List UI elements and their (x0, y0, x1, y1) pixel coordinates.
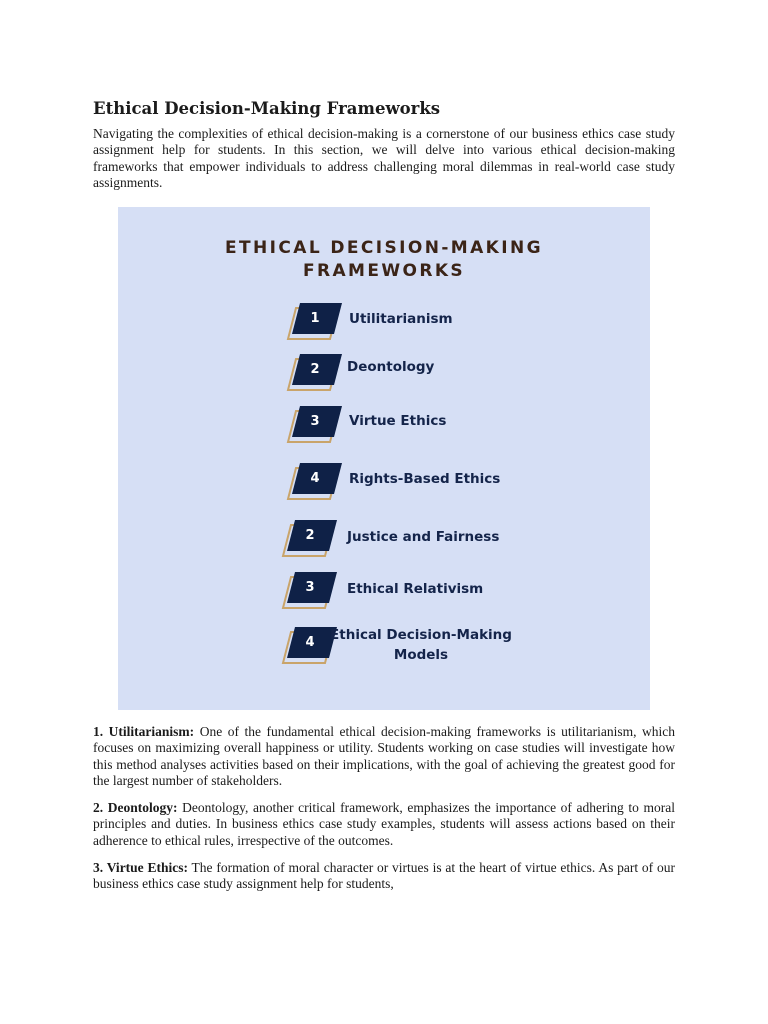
framework-label: Rights-Based Ethics (349, 471, 501, 487)
paragraph-label: 3. Virtue Ethics: (93, 860, 188, 876)
framework-label-line-2: Models (393, 647, 449, 663)
number-badge (286, 354, 340, 388)
framework-label (321, 625, 521, 665)
infographic-title (118, 237, 650, 283)
deontology-paragraph (93, 800, 675, 849)
framework-label: Deontology (347, 359, 435, 375)
paragraph-label: 2. Deontology: (93, 800, 178, 816)
number-badge (281, 520, 335, 554)
number-badge (286, 463, 340, 497)
badge-number: 2 (310, 362, 320, 377)
paragraph-label: 1. Utilitarianism: (93, 724, 195, 739)
intro-paragraph: Navigating the complexities of ethical decision-making is a cornerstone of our business ethics case study assignment help for students. In this section, we will delve into various ethical decision-making frameworks that empower individuals to address challenging moral dilemmas in real-world case study assignments. (93, 126, 675, 190)
framework-label-line-1: Ethical Decision-Making (330, 627, 512, 643)
badge-number: 4 (310, 471, 320, 486)
framework-label: Ethical Relativism (347, 581, 484, 597)
framework-label: Virtue Ethics (349, 413, 447, 429)
badge-number: 3 (310, 414, 320, 429)
infographic-title-line-1: ETHICAL DECISION-MAKING (225, 238, 543, 258)
badge-number: 4 (305, 635, 315, 650)
paragraph-text: Deontology, another critical framework, emphasizes the importance of adhering to moral principles and duties. In business ethics case study examples, students will assess actions based on their adherence to ethical rules, irrespective of the outcomes. (93, 800, 676, 848)
framework-descriptions (93, 724, 675, 904)
badge-number: 1 (310, 311, 320, 326)
badge-number: 2 (305, 528, 315, 543)
number-badge (281, 572, 335, 606)
section-heading: Ethical Decision-Making Frameworks (93, 99, 441, 118)
utilitarianism-paragraph (93, 724, 675, 789)
paragraph-text: The formation of moral character or virtues is at the heart of virtue ethics. As part of our business ethics case study assignment help for students, (93, 860, 675, 892)
framework-label: Utilitarianism (349, 311, 453, 327)
number-badge (286, 303, 340, 337)
document-page (93, 98, 675, 191)
infographic-title-line-2: FRAMEWORKS (302, 261, 466, 281)
framework-label: Justice and Fairness (347, 529, 500, 545)
paragraph-text: One of the fundamental ethical decision-making frameworks is utilitarianism, which focuses on maximizing overall happiness or utility. Students working on case studies will investigate how this method analyses activities based on their implications, with the goal of achieving the greatest good for the largest number of stakeholders. (93, 724, 675, 788)
badge-number: 3 (305, 580, 315, 595)
frameworks-infographic (118, 207, 650, 710)
number-badge (286, 406, 340, 440)
virtue-ethics-paragraph (93, 860, 675, 893)
